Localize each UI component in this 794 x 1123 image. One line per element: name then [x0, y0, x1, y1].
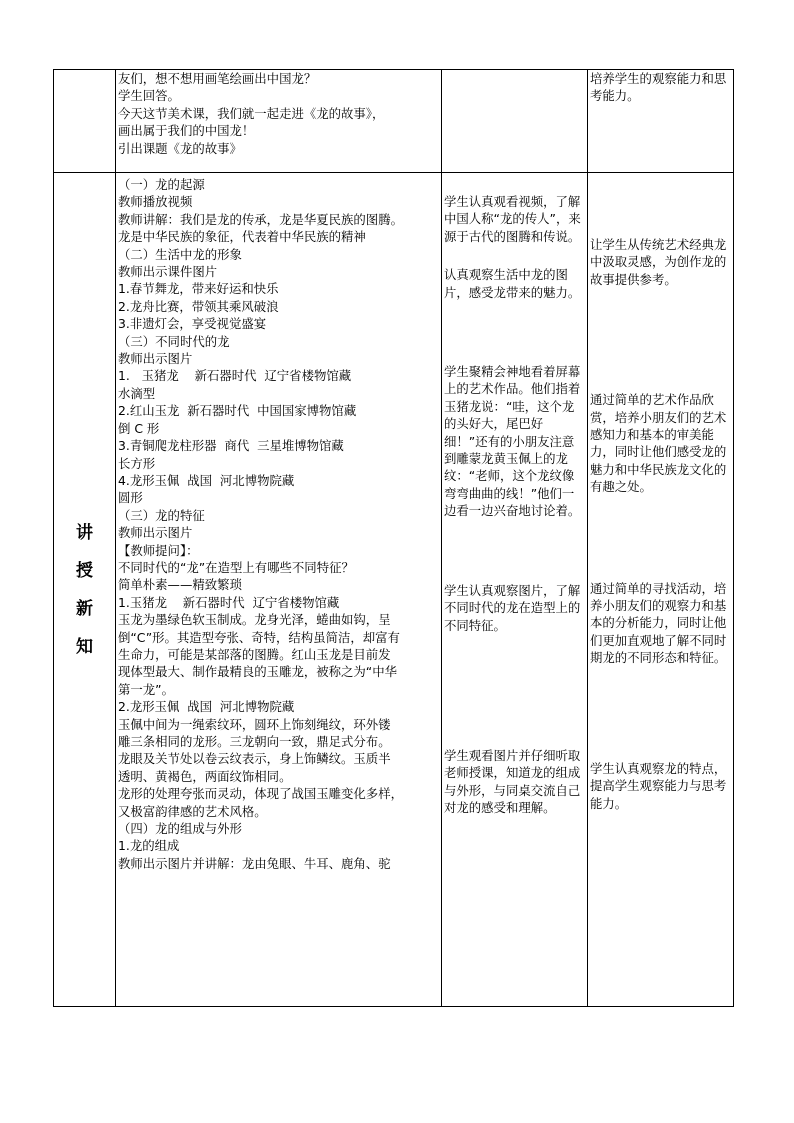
process-line: 教师出示图片	[118, 525, 193, 541]
stage-label-char: 讲	[76, 522, 93, 543]
intro-process-cell	[116, 70, 442, 173]
process-line: 教师出示图片	[118, 351, 193, 367]
process-line: 龙形的处理夸张而灵动，体现了战国玉雕变化多样，	[118, 786, 403, 802]
process-line: 2.龙形玉佩 战国 河北博物院藏	[118, 699, 295, 715]
process-line: 1.玉猪龙 新石器时代 辽宁省楼物馆藏	[118, 594, 340, 610]
process-line: 水滴型	[118, 385, 156, 401]
process-line: 透明、黄褐色，两面纹饰相同。	[118, 768, 292, 784]
intent-text: 通过简单的寻找活动，培养小朋友们的观察力和基本的分析能力，同时让他们更加直观地了解不同时期龙的不同形态和特征。	[590, 580, 727, 666]
process-line: 龙是中华民族的象征，代表着中华民族的精神	[118, 229, 366, 245]
process-line: 长方形	[118, 455, 156, 471]
intro-intent-cell	[588, 70, 734, 173]
intro-row	[54, 70, 734, 173]
process-line: 玉佩中间为一绳索纹环，圆环上饰刻绳纹，环外镂	[118, 716, 391, 732]
process-line: 画出属于我们的中国龙！	[118, 123, 255, 139]
student-activity-text: 认真观察生活中龙的图片，感受龙带来的魅力。	[444, 267, 581, 300]
teach-intent-cell	[588, 173, 734, 1007]
process-line: 又极富韵律感的艺术风格。	[118, 803, 267, 819]
lesson-plan-table	[53, 69, 734, 1007]
teach-stage-label	[54, 173, 116, 1007]
process-line: 第一龙”。	[118, 681, 174, 697]
student-activity-text: 学生认真观察图片，了解不同时代的龙在造型上的不同特征。	[444, 582, 581, 633]
process-line: 倒“C”形。其造型夸张、奇特，结构虽简洁，却富有	[118, 629, 400, 645]
intent-text: 通过简单的艺术作品欣赏，培养小朋友们的艺术感知力和基本的审美能力，同时让他们感受龙的魅力和中华民族龙文化的有趣之处。	[590, 392, 727, 495]
process-line: 1.春节舞龙，带来好运和快乐	[118, 281, 279, 297]
teach-process-cell	[116, 173, 442, 1007]
process-line: 2.龙舟比赛，带领其乘风破浪	[118, 298, 279, 314]
process-line: （四）龙的组成与外形	[118, 821, 242, 837]
intent-text: 培养学生的观察能力和思考能力。	[590, 71, 727, 104]
process-line: 生命力，可能是某部落的图腾。红山玉龙是目前发	[118, 646, 391, 662]
process-line: 今天这节美术课，我们就一起走进《龙的故事》，	[118, 105, 385, 121]
process-line: 2.红山玉龙 新石器时代 中国国家博物馆藏	[118, 403, 357, 419]
process-line: 雕三条相同的龙形。三龙朝向一致，鼎足式分布。	[118, 734, 391, 749]
intro-stage-label	[54, 70, 116, 173]
student-activity-text: 学生观看图片并仔细听取老师授课，知道龙的组成与外形，与同桌交流自己对龙的感受和理解。	[444, 747, 581, 816]
process-line: （三）龙的特征	[118, 507, 205, 523]
student-activity-text: 学生认真观看视频，了解中国人称“龙的传人”，来源于古代的图腾和传说。	[444, 194, 581, 244]
student-activity-text: 学生聚精会神地看着屏幕上的艺术作品。他们指着玉猪龙说：“哇，这个龙的头好大，尾巴好细！”还有的小朋友注意到雕蒙龙黄玉佩上的龙纹：“老师，这个龙纹像弯弯曲曲的线！”他们一边看一边兴奋地讨论着。	[444, 364, 581, 519]
process-line: 1. 玉猪龙 新石器时代 辽宁省楼物馆藏	[118, 368, 352, 384]
stage-label-char: 新	[76, 598, 93, 619]
process-line: 引出课题《龙的故事》	[118, 140, 242, 156]
intent-text: 学生认真观察龙的特点，提高学生观察能力与思考能力。	[590, 760, 727, 811]
process-line: 【教师提问】：	[118, 542, 199, 558]
process-line: 现体型最大、制作最精良的玉雕龙，被称之为“中华	[118, 664, 398, 680]
process-line: 玉龙为墨绿色软玉制成。龙身光泽，蜷曲如钩，呈	[118, 612, 391, 628]
process-line: 3.青铜爬龙柱形器 商代 三星堆博物馆藏	[118, 438, 344, 454]
process-line: 教师出示图片并讲解：龙由兔眼、牛耳、鹿角、驼	[118, 855, 391, 871]
process-line: 教师讲解：我们是龙的传承，龙是华夏民族的图腾。	[118, 211, 403, 227]
stage-label-char: 授	[76, 560, 93, 581]
process-line: 圆形	[118, 490, 143, 506]
process-line: （三）不同时代的龙	[118, 333, 230, 349]
intro-student-cell	[442, 70, 588, 173]
process-line: （一）龙的起源	[118, 177, 205, 192]
intent-text: 让学生从传统艺术经典龙中汲取灵感，为创作龙的故事提供参考。	[590, 237, 727, 287]
process-line: 3.非遗灯会，享受视觉盛宴	[118, 316, 267, 332]
process-line: 友们，想不想用画笔绘画出中国龙？	[118, 71, 317, 86]
stage-label-char: 知	[76, 636, 93, 657]
process-line: 1.龙的组成	[118, 838, 180, 854]
process-line: 学生回答。	[118, 88, 180, 104]
teach-student-cell	[442, 173, 588, 1007]
process-line: 教师出示课件图片	[118, 264, 218, 280]
process-line: 龙眼及关节处以卷云纹表示，身上饰鳞纹。玉质半	[118, 751, 391, 767]
process-line: 4.龙形玉佩 战国 河北博物院藏	[118, 472, 295, 488]
process-line: 不同时代的“龙”在造型上有哪些不同特征？	[118, 559, 354, 575]
process-line: 简单朴素——精致繁琐	[118, 577, 242, 593]
process-line: 倒 C 形	[118, 420, 160, 436]
teach-row	[54, 173, 734, 1007]
process-line: （二）生活中龙的形象	[118, 246, 242, 262]
process-line: 教师播放视频	[118, 194, 193, 210]
